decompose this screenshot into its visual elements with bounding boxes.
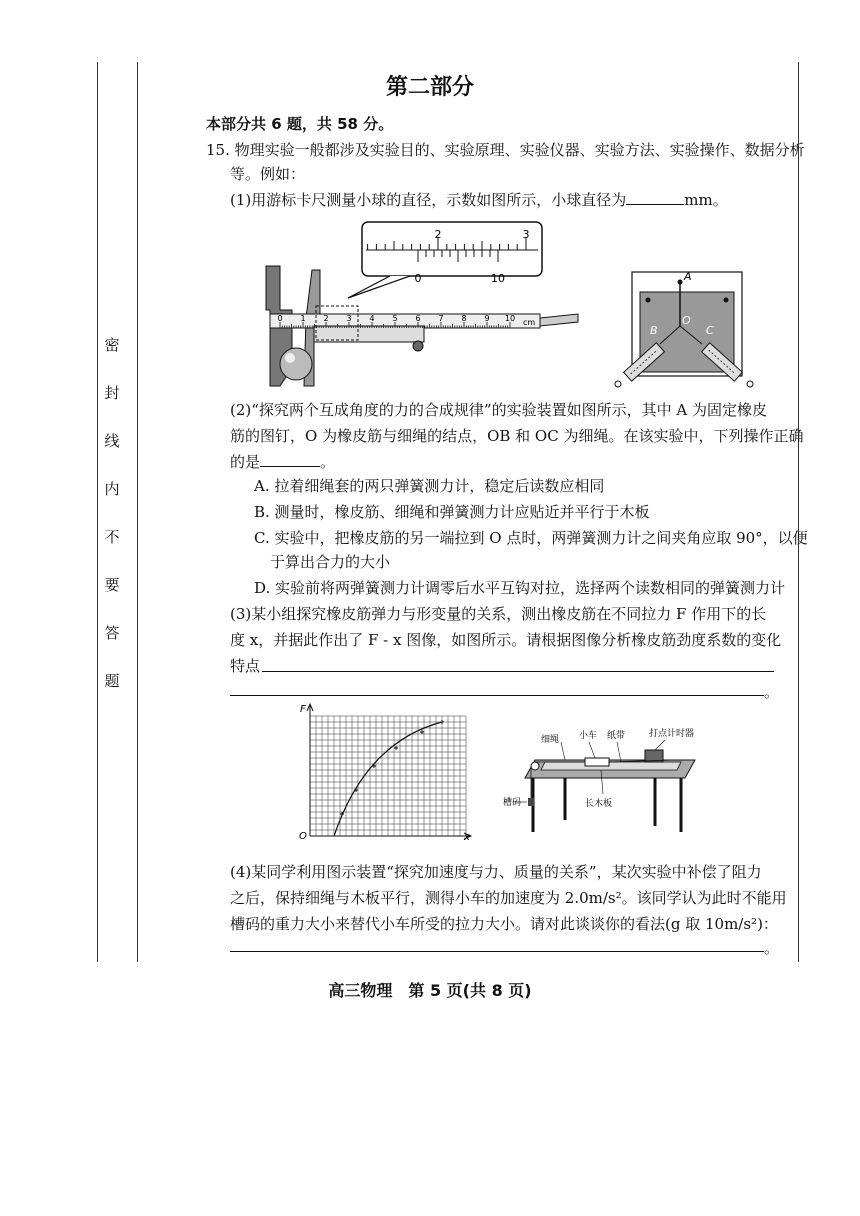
q15-part1-unit: mm。 <box>684 191 728 209</box>
q15-part2-end: 。 <box>320 453 336 471</box>
seal-char: 封 <box>104 384 120 402</box>
f-x-graph <box>296 702 476 844</box>
q15-stem-line1: 15. 物理实验一般都涉及实验目的、实验原理、实验仪器、实验方法、实验操作、数据分析 <box>206 141 805 159</box>
seal-char: 线 <box>104 432 120 450</box>
page-border-right <box>798 62 799 962</box>
main-scale-label: 2 <box>323 314 329 323</box>
option-d: D. 实验前将两弹簧测力计调零后水平互钩对拉，选择两个读数相同的弹簧测力计 <box>254 579 786 597</box>
seal-char: 题 <box>104 672 120 690</box>
cart-setup-figure <box>505 720 705 838</box>
label-weight: 槽码 <box>503 798 522 808</box>
ball <box>280 348 312 380</box>
vernier-slider <box>314 326 424 342</box>
q15-part1-text: (1)用游标卡尺测量小球的直径，示数如图所示，小球直径为 <box>230 191 627 209</box>
hook-weight <box>528 798 534 806</box>
q15-part2-line3 <box>230 450 335 474</box>
q15-part4-line1: (4)某同学利用图示装置“探究加速度与力、质量的关系”，某次实验中补偿了阻力 <box>230 863 762 881</box>
answer-blank-2[interactable] <box>260 450 320 467</box>
section-intro: 本部分共 6 题，共 58 分。 <box>206 115 394 133</box>
callout-pointer <box>348 276 410 298</box>
main-scale-label: 4 <box>369 314 375 323</box>
q15-part2-line1: (2)“探究两个互成角度的力的合成规律”的实验装置如图所示，其中 A 为固定橡皮 <box>230 401 767 419</box>
seal-char: 内 <box>104 480 120 498</box>
q15-part3-line1: (3)某小组探究橡皮筋弹力与形变量的关系，测出橡皮筋在不同拉力 F 作用下的长 <box>230 605 767 623</box>
main-scale-label: 6 <box>415 314 421 323</box>
depth-rod <box>540 314 578 326</box>
seal-char: 不 <box>104 528 120 546</box>
q15-part3-end: 。 <box>764 683 780 701</box>
answer-blank-1[interactable] <box>626 188 684 205</box>
zoom-box <box>362 222 542 276</box>
main-scale-label: 5 <box>392 314 398 323</box>
q15-part4-line3: 槽码的重力大小来替代小车所受的拉力大小。请对此谈谈你的看法(g 取 10m/s²)： <box>230 915 778 933</box>
binding-line-right <box>137 62 138 962</box>
seal-char: 答 <box>104 624 120 642</box>
force-board-figure <box>610 268 760 394</box>
graph-grid <box>310 716 466 836</box>
q15-part4-line2: 之后，保持细绳与木板平行，测得小车的加速度为 2.0m/s²。该同学认为此时不能用 <box>230 889 787 907</box>
main-scale-label: 3 <box>346 314 352 323</box>
q15-part4-end: 。 <box>764 939 780 957</box>
answer-line-4[interactable] <box>230 950 764 952</box>
locking-screw <box>413 341 423 351</box>
main-scale-label: 1 <box>300 314 306 323</box>
q15-part3-line2: 度 x，并据此作出了 F - x 图像，如图所示。请根据图像分析橡皮筋劲度系数的变化 <box>230 631 782 649</box>
y-axis-label: F <box>300 704 306 715</box>
label-timer: 打点计时器 <box>649 729 695 739</box>
label-o: O <box>682 314 691 327</box>
unit-label: cm <box>523 318 536 327</box>
q15-part1 <box>230 188 728 212</box>
q15-part2-line2: 筋的图钉，O 为橡皮筋与细绳的结点，OB 和 OC 为细绳。在该实验中，下列操作正确 <box>230 427 804 445</box>
seal-char: 密 <box>104 336 120 354</box>
long-board <box>541 762 681 770</box>
zoom-main-label-2: 2 <box>434 228 442 241</box>
label-board: 长木板 <box>585 799 613 809</box>
label-string: 细绳 <box>541 735 560 745</box>
q15-part2-text: 的是 <box>230 453 261 471</box>
binding-line-left <box>97 62 98 962</box>
option-c-line2: 于算出合力的大小 <box>270 553 391 571</box>
zoom-vernier-label-10: 10 <box>491 272 505 285</box>
page-footer: 高三物理 第 5 页(共 8 页) <box>328 981 532 1000</box>
section-title: 第二部分 <box>385 75 474 100</box>
pulley <box>531 762 539 770</box>
label-c: C <box>706 324 714 337</box>
label-cart: 小车 <box>579 731 598 741</box>
label-a: A <box>684 270 692 283</box>
main-scale-label: 10 <box>504 314 516 323</box>
main-scale-label: 8 <box>461 314 467 323</box>
x-axis-label: x <box>464 832 470 843</box>
vernier-caliper-figure <box>240 218 600 394</box>
main-scale-label: 9 <box>484 314 490 323</box>
origin-label: O <box>299 831 307 842</box>
answer-line-3a[interactable] <box>262 670 774 672</box>
label-b: B <box>650 324 658 337</box>
q15-stem-line2: 等。例如： <box>230 165 306 183</box>
cart <box>585 758 609 766</box>
answer-line-3b[interactable] <box>230 694 764 696</box>
zoom-vernier-label-0: 0 <box>414 272 422 285</box>
main-scale-label: 7 <box>438 314 444 323</box>
q15-part3-line3: 特点 <box>230 657 261 675</box>
option-b: B. 测量时，橡皮筋、细绳和弹簧测力计应贴近并平行于木板 <box>254 503 650 521</box>
label-tape: 纸带 <box>607 731 626 741</box>
option-c-line1: C. 实验中，把橡皮筋的另一端拉到 O 点时，两弹簧测力计之间夹角应取 90°，以便 <box>254 529 808 547</box>
data-points <box>340 720 444 816</box>
option-a: A. 拉着细绳套的两只弹簧测力计，稳定后读数应相同 <box>254 477 605 495</box>
zoom-main-label-3: 3 <box>522 228 530 241</box>
main-scale-label: 0 <box>277 314 283 323</box>
seal-char: 要 <box>104 576 120 594</box>
